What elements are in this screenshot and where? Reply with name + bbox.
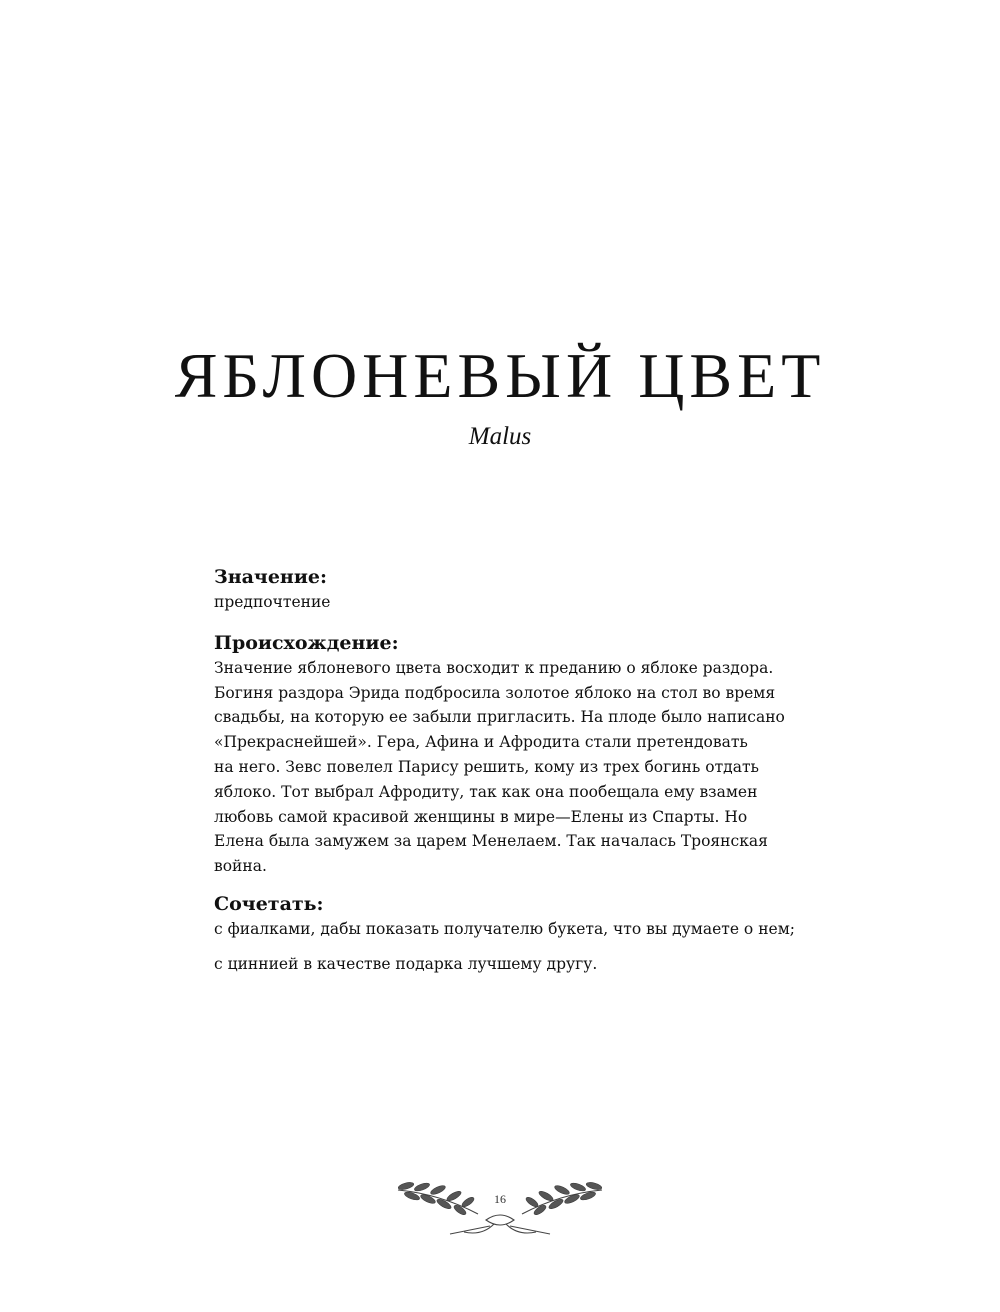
combine-line: с циннией в качестве подарка лучшему другу.: [214, 954, 598, 973]
origin-line: Богиня раздора Эрида подбросила золотое яблоко на стол во время: [214, 683, 776, 702]
origin-line: война.: [214, 857, 267, 876]
origin-line: яблоко. Тот выбрал Афродиту, так как она пообещала ему взамен: [214, 782, 758, 801]
combine-text: [214, 917, 804, 977]
origin-line: любовь самой красивой женщины в мире—Елены из Спарты. Но: [214, 807, 748, 826]
origin-line: «Прекраснейшей». Гера, Афина и Афродита стали претендовать: [214, 733, 748, 752]
meaning-text: [214, 590, 804, 615]
origin-heading: Происхождение:: [214, 631, 399, 654]
meaning-heading: Значение:: [214, 566, 328, 588]
origin-line: Значение яблоневого цвета восходит к преданию о яблоке раздора.: [214, 658, 774, 677]
latin-name: Malus: [468, 423, 532, 450]
laurel-branches-ornament-icon: [390, 1174, 610, 1244]
combine-line: с фиалками, дабы показать получателю букета, что вы думаете о нем;: [214, 919, 795, 938]
page-title: ЯБЛОНЕВЫЙ ЦВЕТ: [174, 340, 826, 411]
origin-line: Елена была замужем за царем Менелаем. Так началась Троянская: [214, 832, 768, 851]
content-block: [214, 564, 804, 977]
meaning-line: предпочтение: [214, 593, 331, 611]
origin-line: на него. Зевс повелел Парису решить, кому из трех богинь отдать: [214, 757, 759, 776]
page-number: 16: [494, 1192, 506, 1206]
combine-heading: Сочетать:: [214, 892, 324, 915]
origin-line: свадьбы, на которую ее забыли пригласить. На плоде было написано: [214, 708, 785, 727]
origin-text: [214, 656, 804, 879]
